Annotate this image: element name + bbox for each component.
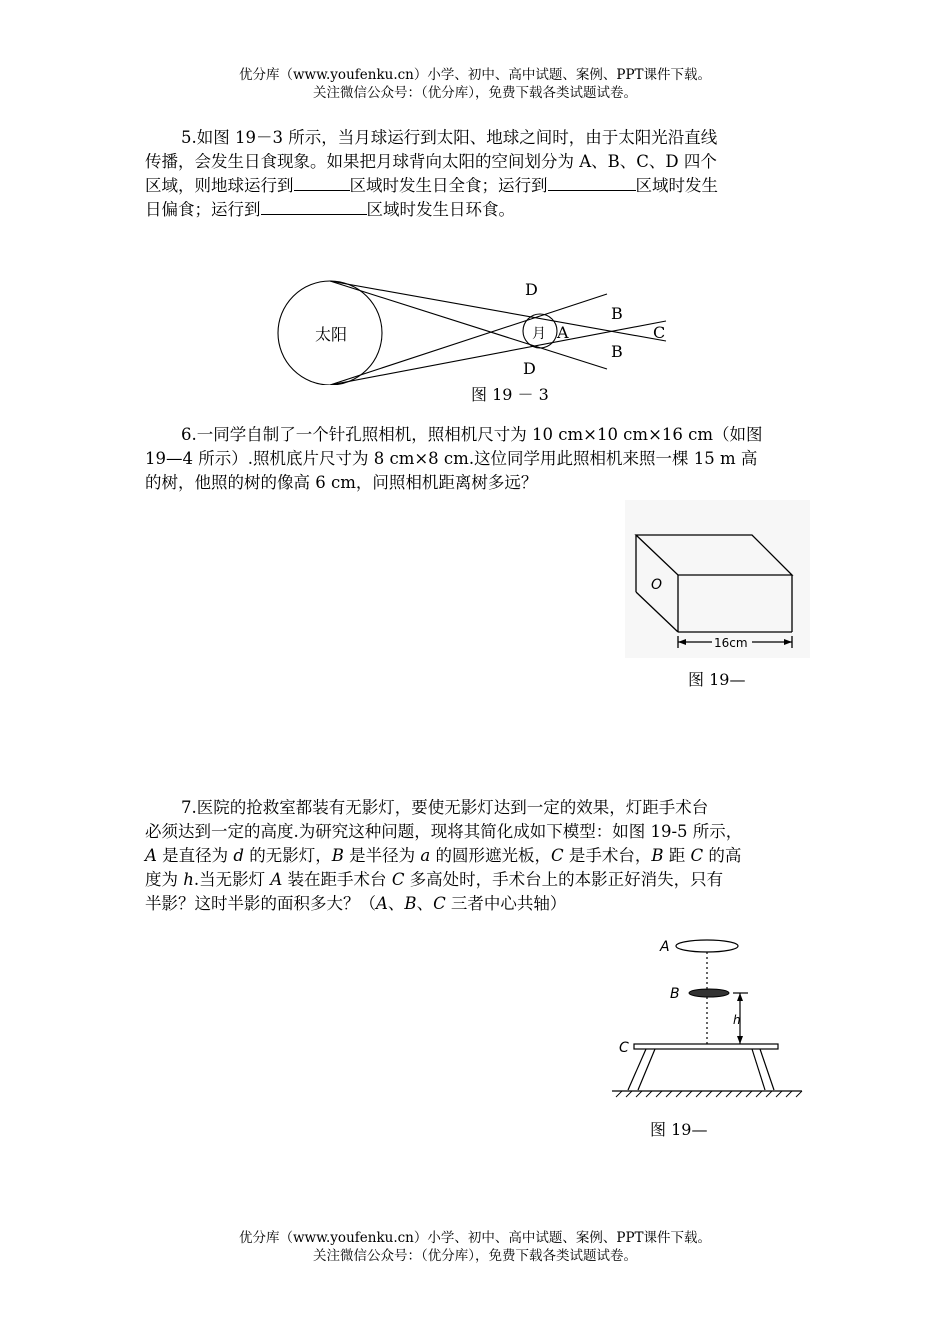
region-d-top-label: D bbox=[525, 280, 538, 299]
figure-19-3-eclipse-diagram bbox=[270, 270, 680, 385]
var-radius-a: a bbox=[420, 846, 431, 865]
answer-blank-total-eclipse[interactable] bbox=[294, 174, 350, 191]
q5-line-4-part-a: 日偏食；运行到 bbox=[145, 200, 261, 219]
lamp-a-ellipse bbox=[676, 940, 738, 952]
q7-line-5-text: 、 bbox=[387, 894, 405, 913]
var-a: A bbox=[270, 870, 283, 889]
q7-line-3-text: 是半径为 bbox=[343, 846, 421, 865]
q5-line-3 bbox=[145, 174, 805, 198]
q6-line-3: 的树，他照的树的像高 6 cm，问照相机距离树多远？ bbox=[145, 473, 538, 492]
q7-line-2: 必须达到一定的高度.为研究这种问题，现将其简化成如下模型：如图 19-5 所示， bbox=[145, 822, 743, 841]
var-d: d bbox=[233, 846, 244, 865]
q5-line-3-part-a: 区域，则地球运行到 bbox=[145, 176, 294, 195]
region-c-label: C bbox=[653, 323, 666, 342]
q7-line-3-text: 距 bbox=[663, 846, 691, 865]
q7-line-3-text: 是手术台， bbox=[563, 846, 652, 865]
q5-line-4 bbox=[145, 198, 805, 222]
region-b-top-label: B bbox=[611, 304, 623, 323]
question-7 bbox=[145, 796, 805, 916]
table-leg-right-outer bbox=[760, 1049, 774, 1090]
footer-line-2: 关注微信公众号：（优分库），免费下载各类试题试卷。 bbox=[313, 1248, 637, 1264]
q7-line-1: 7.医院的抢救室都装有无影灯，要使无影灯达到一定的效果，灯距手术台 bbox=[181, 798, 709, 817]
moon-label: 月 bbox=[532, 326, 546, 342]
q5-line-1: 5.如图 19－3 所示，当月球运行到太阳、地球之间时，由于太阳光沿直线 bbox=[181, 128, 718, 147]
table-c-label: C bbox=[619, 1040, 629, 1056]
q7-line-4-text: 装在距手术台 bbox=[282, 870, 392, 889]
pinhole-label: O bbox=[651, 577, 663, 593]
var-b: B bbox=[404, 894, 417, 913]
q7-line-5-text: 半影？这时半影的面积多大？（ bbox=[145, 894, 376, 913]
q7-line-5-text: 三者中心共轴） bbox=[445, 894, 567, 913]
q7-line-3-text: 的高 bbox=[703, 846, 742, 865]
q7-line-4-text: 度为 bbox=[145, 870, 184, 889]
q7-line-5 bbox=[145, 892, 805, 916]
var-b: B bbox=[331, 846, 344, 865]
q7-line-3-text: 是直径为 bbox=[156, 846, 234, 865]
figure-19-5-caption: 图 19— bbox=[650, 1120, 708, 1139]
q7-line-4 bbox=[145, 868, 805, 892]
header-line-1: 优分库（www.youfenku.cn）小学、初中、高中试题、案例、PPT课件下载。 bbox=[238, 67, 712, 83]
header-line-2: 关注微信公众号：（优分库），免费下载各类试题试卷。 bbox=[313, 85, 637, 101]
q5-line-4-part-b: 区域时发生日环食。 bbox=[366, 200, 515, 219]
var-a: A bbox=[376, 894, 388, 913]
dimension-label: 16cm bbox=[714, 636, 748, 650]
table-leg-left-inner bbox=[638, 1049, 655, 1090]
q7-line-4-text: 多高处时，手术台上的本影正好消失，只有 bbox=[404, 870, 724, 889]
q7-line-3 bbox=[145, 844, 805, 868]
operating-table-top bbox=[634, 1044, 778, 1049]
var-b: B bbox=[651, 846, 664, 865]
answer-blank-annular-eclipse[interactable] bbox=[261, 198, 367, 215]
lamp-a-label: A bbox=[660, 939, 670, 955]
region-a-label: A bbox=[557, 323, 569, 342]
question-6 bbox=[145, 423, 805, 495]
shade-b-disc bbox=[689, 989, 729, 997]
h-arrow-top bbox=[737, 993, 743, 1001]
figure-19-4-caption: 图 19— bbox=[688, 670, 746, 689]
table-leg-right-inner bbox=[752, 1049, 765, 1090]
var-c: C bbox=[690, 846, 704, 865]
footer-line-1: 优分库（www.youfenku.cn）小学、初中、高中试题、案例、PPT课件下载。 bbox=[238, 1230, 712, 1246]
page-footer bbox=[0, 1229, 950, 1265]
shade-b-label: B bbox=[670, 986, 680, 1002]
q6-line-1: 6.一同学自制了一个针孔照相机，照相机尺寸为 10 cm×10 cm×16 cm（如图 bbox=[181, 425, 763, 444]
h-arrow-bottom bbox=[737, 1036, 743, 1044]
q6-line-2: 19—4 所示）.照机底片尺寸为 8 cm×8 cm.这位同学用此照相机来照一棵 15 m 高 bbox=[145, 449, 758, 468]
q5-line-2: 传播，会发生日食现象。如果把月球背向太阳的空间划分为 A、B、C、D 四个 bbox=[145, 152, 717, 171]
q7-line-3-text: 的圆形遮光板， bbox=[430, 846, 551, 865]
floor-hatching bbox=[616, 1091, 802, 1097]
region-b-bottom-label: B bbox=[611, 342, 623, 361]
var-c: C bbox=[391, 870, 405, 889]
figure-19-4-pinhole-camera bbox=[625, 500, 810, 658]
var-a: A bbox=[145, 846, 157, 865]
table-leg-left-outer bbox=[628, 1049, 646, 1090]
q5-line-3-part-c: 区域时发生 bbox=[635, 176, 718, 195]
page-header bbox=[0, 66, 950, 102]
answer-blank-partial-eclipse[interactable] bbox=[548, 174, 636, 191]
var-h: h bbox=[183, 870, 194, 889]
figure-19-5-shadowless-lamp bbox=[608, 930, 808, 1100]
height-h-label: h bbox=[733, 1013, 741, 1027]
q7-line-5-text: 、 bbox=[416, 894, 434, 913]
q7-line-3-text: 的无影灯， bbox=[243, 846, 332, 865]
var-c: C bbox=[550, 846, 564, 865]
q5-line-3-part-b: 区域时发生日全食；运行到 bbox=[349, 176, 548, 195]
question-5 bbox=[145, 126, 805, 222]
var-c: C bbox=[433, 894, 446, 913]
region-d-bottom-label: D bbox=[523, 359, 536, 378]
q7-line-4-text: .当无影灯 bbox=[193, 870, 271, 889]
sun-label: 太阳 bbox=[315, 325, 348, 344]
figure-19-3-caption: 图 19 － 3 bbox=[471, 385, 549, 404]
